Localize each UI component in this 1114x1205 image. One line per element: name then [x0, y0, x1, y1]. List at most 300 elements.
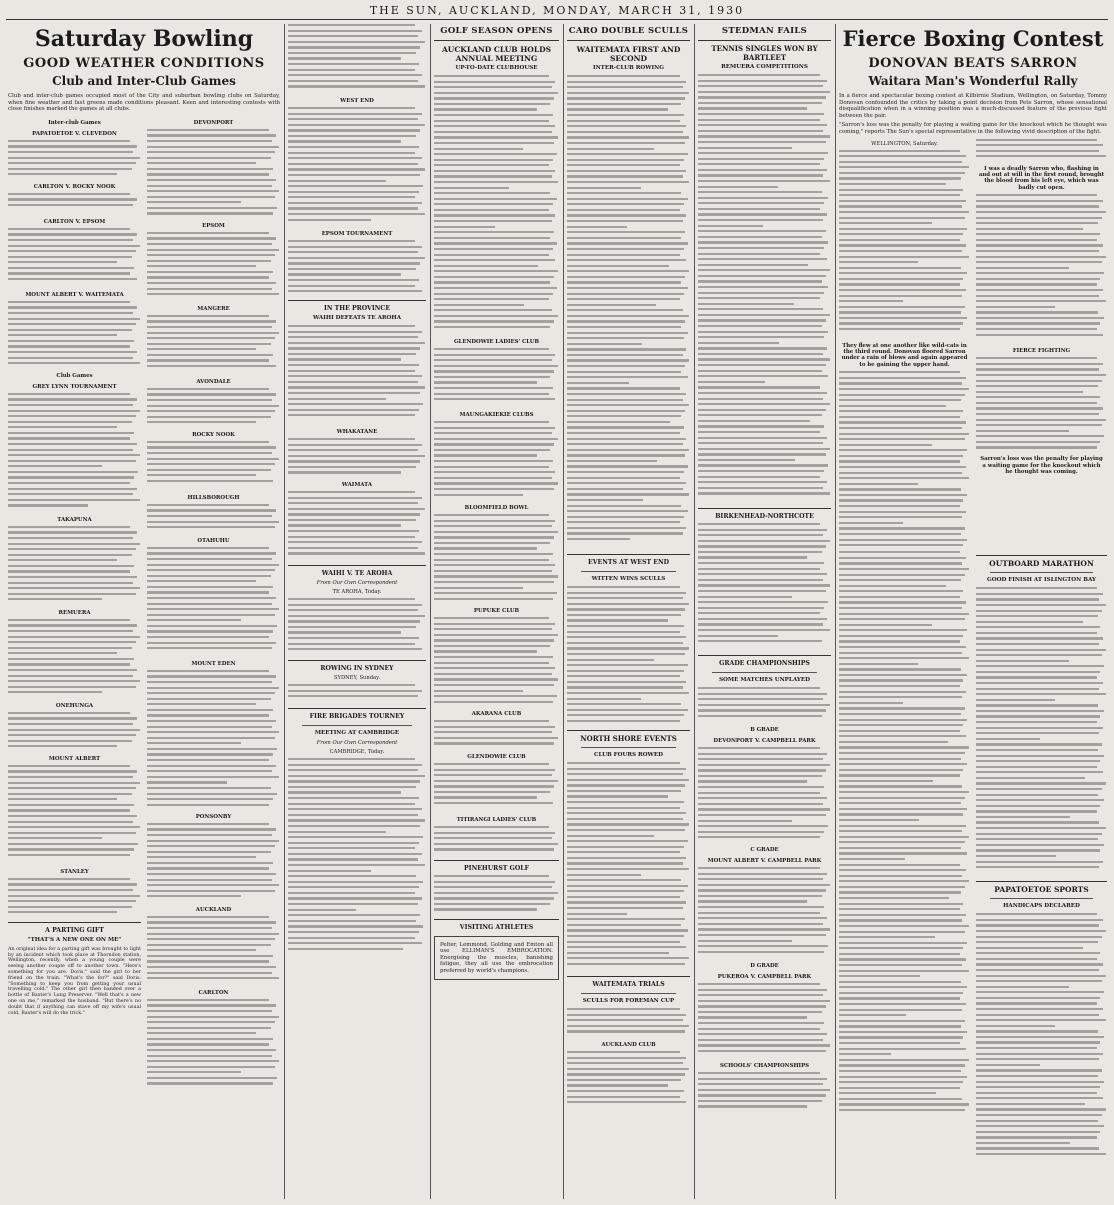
- text-line: [434, 365, 558, 367]
- text-line: [288, 41, 425, 43]
- text-line: [976, 435, 1104, 437]
- text-line: [567, 108, 668, 110]
- text-line: [698, 607, 824, 609]
- text-line: [8, 889, 133, 891]
- text-line: [698, 562, 824, 564]
- text-line: [839, 483, 918, 485]
- text-line: [147, 1027, 271, 1029]
- text-line: [434, 791, 550, 793]
- text-line: [434, 514, 549, 516]
- text-line: [698, 169, 827, 171]
- text-line: [147, 828, 276, 830]
- text-line: [147, 243, 272, 245]
- text-line: [288, 524, 401, 526]
- text-line: [839, 382, 962, 384]
- text-line: [567, 586, 680, 588]
- text-line: [8, 537, 133, 539]
- text-line: [147, 201, 241, 203]
- text-line: [147, 146, 279, 148]
- body-text: [8, 193, 141, 215]
- text-line: [288, 331, 422, 333]
- text-line: [147, 552, 276, 554]
- text-line: [839, 763, 967, 765]
- text-line: [434, 75, 549, 77]
- text-line: [147, 558, 272, 560]
- body-text: [147, 823, 280, 903]
- text-line: [839, 1109, 965, 1111]
- text-line: [976, 855, 1056, 857]
- text-line: [839, 239, 960, 241]
- body-text: [8, 878, 141, 918]
- text-line: [567, 203, 684, 205]
- text-line: [698, 775, 822, 777]
- fire-byline: From Our Own Correspondent: [316, 740, 398, 746]
- section-heading: ONEHUNGA: [55, 702, 94, 709]
- text-line: [567, 946, 686, 948]
- text-line: [434, 449, 550, 451]
- text-line: [698, 135, 830, 137]
- text-line: [698, 453, 826, 455]
- text-line: [698, 213, 827, 215]
- text-line: [434, 720, 549, 722]
- rowing-headline: CARO DOUBLE SCULLS: [568, 26, 689, 36]
- text-line: [839, 970, 969, 972]
- text-line: [839, 1059, 969, 1061]
- text-line: [976, 385, 1098, 387]
- text-line: [839, 646, 966, 648]
- text-line: [839, 746, 969, 748]
- text-line: [288, 643, 415, 645]
- text-line: [567, 527, 686, 529]
- text-line: [976, 861, 1103, 863]
- section-heading: MOUNT ALBERT: [48, 755, 101, 762]
- golf-deck: AUCKLAND CLUB HOLDS ANNUAL MEETING: [441, 45, 552, 63]
- text-line: [976, 194, 1097, 196]
- section-heading: EPSOM TOURNAMENT: [321, 231, 393, 237]
- text-line: [434, 120, 549, 122]
- text-line: [8, 278, 137, 280]
- text-line: [8, 272, 130, 274]
- text-line: [147, 162, 256, 164]
- divider: [581, 747, 676, 748]
- text-line: [567, 231, 685, 233]
- rowing-dateline: SYDNEY, Sunday.: [333, 675, 381, 681]
- text-line: [434, 281, 550, 283]
- text-line: [567, 1057, 686, 1059]
- text-line: [698, 1100, 822, 1102]
- text-line: [567, 148, 654, 150]
- text-line: [698, 601, 828, 603]
- text-line: [839, 707, 965, 709]
- text-line: [8, 770, 137, 772]
- section-heading: B GRADE: [750, 727, 779, 733]
- text-line: [839, 1014, 906, 1016]
- text-line: [567, 443, 683, 445]
- text-line: [8, 267, 134, 269]
- text-line: [698, 303, 794, 305]
- text-line: [839, 624, 932, 626]
- text-line: [567, 762, 680, 764]
- text-line: [147, 586, 273, 588]
- text-line: [434, 826, 549, 828]
- body-text: [434, 514, 559, 604]
- text-line: [147, 249, 279, 251]
- text-line: [839, 189, 963, 191]
- text-line: [288, 444, 422, 446]
- text-line: [434, 438, 558, 440]
- text-line: [288, 695, 418, 697]
- text-line: [698, 923, 823, 925]
- text-line: [698, 1033, 827, 1035]
- text-line: [567, 248, 684, 250]
- text-line: [8, 499, 140, 501]
- text-line: [8, 362, 140, 364]
- body-text: [567, 75, 690, 550]
- text-line: [434, 220, 552, 222]
- text-line: [147, 793, 277, 795]
- text-line: [434, 181, 558, 183]
- text-line: [698, 1078, 827, 1080]
- text-line: [434, 531, 558, 533]
- body-text: [8, 765, 141, 865]
- text-line: [698, 758, 823, 760]
- text-line: [839, 864, 960, 866]
- column-divider: [284, 24, 285, 1199]
- text-line: [839, 875, 962, 877]
- text-line: [434, 187, 509, 189]
- text-line: [8, 691, 102, 693]
- text-line: [147, 742, 241, 744]
- text-line: [698, 208, 820, 210]
- text-line: [567, 823, 689, 825]
- text-line: [147, 933, 279, 935]
- text-line: [567, 896, 680, 898]
- text-line: [698, 163, 820, 165]
- text-line: [567, 1101, 686, 1103]
- text-line: [567, 371, 681, 373]
- text-line: [434, 678, 558, 680]
- text-line: [839, 272, 967, 274]
- boxing-dateline: WELLINGTON, Saturday.: [871, 140, 938, 147]
- text-line: [698, 820, 792, 822]
- text-line: [567, 181, 689, 183]
- text-line: [976, 997, 1100, 999]
- text-line: [8, 334, 117, 336]
- text-line: [288, 903, 418, 905]
- text-line: [434, 231, 554, 233]
- text-line: [698, 545, 826, 547]
- text-line: [567, 170, 686, 172]
- section-heading: TAKAPUNA: [57, 516, 92, 523]
- text-line: [976, 626, 1100, 628]
- text-line: [288, 180, 386, 182]
- text-line: [976, 278, 1100, 280]
- text-line: [288, 775, 425, 777]
- text-line: [698, 629, 830, 631]
- text-line: [839, 433, 969, 435]
- body-text: [8, 619, 141, 699]
- text-line: [976, 1030, 1098, 1032]
- text-line: [976, 799, 1104, 801]
- text-line: [567, 192, 681, 194]
- text-line: [147, 1077, 277, 1079]
- text-line: [434, 471, 555, 473]
- text-line: [147, 388, 269, 390]
- text-line: [434, 587, 523, 589]
- text-line: [434, 265, 538, 267]
- text-line: [976, 805, 1100, 807]
- text-line: [567, 92, 689, 94]
- text-line: [839, 1036, 963, 1038]
- text-line: [976, 671, 1100, 673]
- text-line: [698, 568, 820, 570]
- text-line: [434, 293, 553, 295]
- text-line: [698, 540, 830, 542]
- text-line: [567, 120, 680, 122]
- text-line: [8, 543, 140, 545]
- text-line: [698, 983, 820, 985]
- text-line: [976, 1008, 1103, 1010]
- body-text: [288, 684, 426, 704]
- text-line: [698, 884, 830, 886]
- text-line: [434, 903, 550, 905]
- text-line: [976, 250, 1099, 252]
- trials-deck: SCULLS FOR FOREMAN CUP: [582, 998, 675, 1004]
- text-line: [698, 392, 827, 394]
- text-line: [288, 358, 401, 360]
- text-line: [434, 153, 557, 155]
- text-line: [567, 532, 683, 534]
- north-shore-headline: NORTH SHORE EVENTS: [580, 734, 677, 743]
- text-line: [976, 682, 1103, 684]
- text-line: [288, 626, 416, 628]
- text-line: [698, 331, 828, 333]
- text-line: [698, 814, 826, 816]
- text-line: [288, 246, 422, 248]
- text-line: [288, 273, 401, 275]
- body-text: [434, 720, 559, 750]
- column-divider: [694, 24, 695, 1199]
- text-line: [147, 1071, 241, 1073]
- text-line: [147, 1021, 275, 1023]
- text-line: [434, 454, 537, 456]
- text-line: [976, 930, 1106, 932]
- text-line: [567, 276, 685, 278]
- text-line: [8, 765, 130, 767]
- divider: [302, 725, 412, 726]
- text-line: [434, 802, 553, 804]
- text-line: [698, 551, 822, 553]
- text-line: [434, 892, 558, 894]
- text-line: [567, 608, 685, 610]
- text-line: [147, 698, 271, 700]
- text-line: [839, 741, 948, 743]
- text-line: [147, 867, 269, 869]
- boxing-headline: Fierce Boxing Contest: [842, 26, 1104, 51]
- text-line: [147, 1010, 272, 1012]
- text-line: [976, 211, 1106, 213]
- text-line: [698, 492, 830, 494]
- text-line: [8, 723, 133, 725]
- text-line: [434, 304, 524, 306]
- text-line: [567, 426, 684, 428]
- text-line: [567, 493, 689, 495]
- text-line: [434, 237, 550, 239]
- text-line: [288, 219, 371, 221]
- text-line: [147, 469, 271, 471]
- body-text: [8, 712, 141, 752]
- text-line: [567, 812, 686, 814]
- text-line: [976, 788, 1102, 790]
- text-line: [8, 426, 117, 428]
- text-line: [8, 306, 137, 308]
- text-line: [567, 376, 688, 378]
- text-line: [698, 236, 822, 238]
- text-line: [698, 286, 828, 288]
- text-line: [567, 862, 683, 864]
- text-line: [8, 250, 136, 252]
- body-text: [288, 491, 426, 561]
- body-text: [288, 240, 426, 296]
- text-line: [567, 399, 683, 401]
- text-line: [567, 1019, 683, 1021]
- body-text: [288, 107, 426, 227]
- text-line: [698, 1028, 820, 1030]
- text-line: [288, 63, 419, 65]
- text-line: [288, 52, 416, 54]
- text-line: [434, 667, 555, 669]
- text-line: [8, 410, 140, 412]
- section-heading: CARLTON V. EPSOM: [43, 218, 106, 225]
- text-line: [839, 177, 961, 179]
- section-heading: HILLSBOROUGH: [187, 494, 240, 501]
- text-line: [567, 265, 669, 267]
- text-line: [976, 1058, 1099, 1060]
- text-line: [839, 300, 903, 302]
- text-line: [288, 497, 422, 499]
- text-line: [839, 797, 965, 799]
- text-line: [839, 427, 962, 429]
- text-line: [288, 290, 422, 292]
- text-line: [147, 873, 276, 875]
- text-line: [698, 900, 807, 902]
- text-line: [976, 368, 1099, 370]
- text-line: [434, 370, 554, 372]
- text-line: [839, 886, 965, 888]
- text-line: [976, 1041, 1100, 1043]
- text-line: [567, 209, 680, 211]
- text-line: [147, 332, 279, 334]
- text-line: [976, 849, 1100, 851]
- text-line: [147, 179, 276, 181]
- text-line: [8, 895, 140, 897]
- body-text: [147, 315, 280, 375]
- text-line: [288, 471, 401, 473]
- text-line: [567, 538, 630, 540]
- text-line: [147, 798, 273, 800]
- text-line: [434, 348, 549, 350]
- text-line: [976, 244, 1103, 246]
- text-line: [8, 798, 117, 800]
- text-line: [839, 590, 963, 592]
- text-line: [288, 508, 425, 510]
- text-line: [567, 382, 629, 384]
- text-line: [976, 380, 1102, 382]
- text-line: [698, 85, 823, 87]
- text-line: [698, 1050, 826, 1052]
- text-line: [434, 108, 537, 110]
- text-line: [434, 164, 549, 166]
- text-line: [8, 318, 140, 320]
- text-line: [147, 580, 256, 582]
- text-line: [147, 343, 271, 345]
- text-line: [567, 929, 688, 931]
- text-line: [698, 414, 822, 416]
- text-line: [288, 35, 418, 37]
- text-line: [567, 354, 683, 356]
- text-line: [288, 386, 425, 388]
- text-line: [839, 499, 963, 501]
- divider: [698, 508, 831, 509]
- text-line: [976, 144, 1103, 146]
- marathon-headline: OUTBOARD MARATHON: [989, 559, 1094, 569]
- text-line: [976, 1120, 1098, 1122]
- body-text: [976, 913, 1107, 1163]
- body-text: [698, 867, 831, 959]
- section-heading: Club Games: [56, 372, 93, 379]
- text-line: [698, 119, 820, 121]
- section-heading: WAIMATA: [341, 482, 373, 488]
- text-line: [567, 315, 689, 317]
- text-line: [976, 289, 1103, 291]
- text-line: [698, 202, 824, 204]
- text-line: [567, 768, 686, 770]
- text-line: [8, 476, 134, 478]
- text-line: [147, 927, 272, 929]
- text-line: [434, 598, 553, 600]
- text-line: [976, 986, 1069, 988]
- text-line: [567, 465, 688, 467]
- text-line: [434, 421, 549, 423]
- text-line: [976, 1064, 1040, 1066]
- text-line: [567, 281, 681, 283]
- tennis-deck: TENNIS SINGLES WON BY BARTLEET: [711, 44, 818, 62]
- text-line: [976, 267, 1069, 269]
- text-line: [147, 692, 275, 694]
- text-line: [434, 125, 555, 127]
- text-line: [839, 596, 960, 598]
- text-line: [839, 405, 946, 407]
- text-line: [434, 248, 553, 250]
- visiting-athletes-headline: VISITING ATHLETES: [459, 924, 534, 931]
- text-line: [567, 619, 668, 621]
- text-line: [976, 222, 1098, 224]
- text-line: [976, 256, 1106, 258]
- text-line: [567, 254, 680, 256]
- text-line: [976, 760, 1100, 762]
- text-line: [288, 684, 415, 686]
- text-line: [567, 659, 654, 661]
- text-line: [698, 241, 828, 243]
- text-line: [147, 129, 269, 131]
- body-text: [434, 75, 559, 335]
- text-line: [698, 448, 830, 450]
- text-line: [698, 124, 827, 126]
- text-line: [147, 260, 271, 262]
- text-line: [976, 1081, 1104, 1083]
- text-line: [976, 704, 1098, 706]
- text-line: [288, 325, 415, 327]
